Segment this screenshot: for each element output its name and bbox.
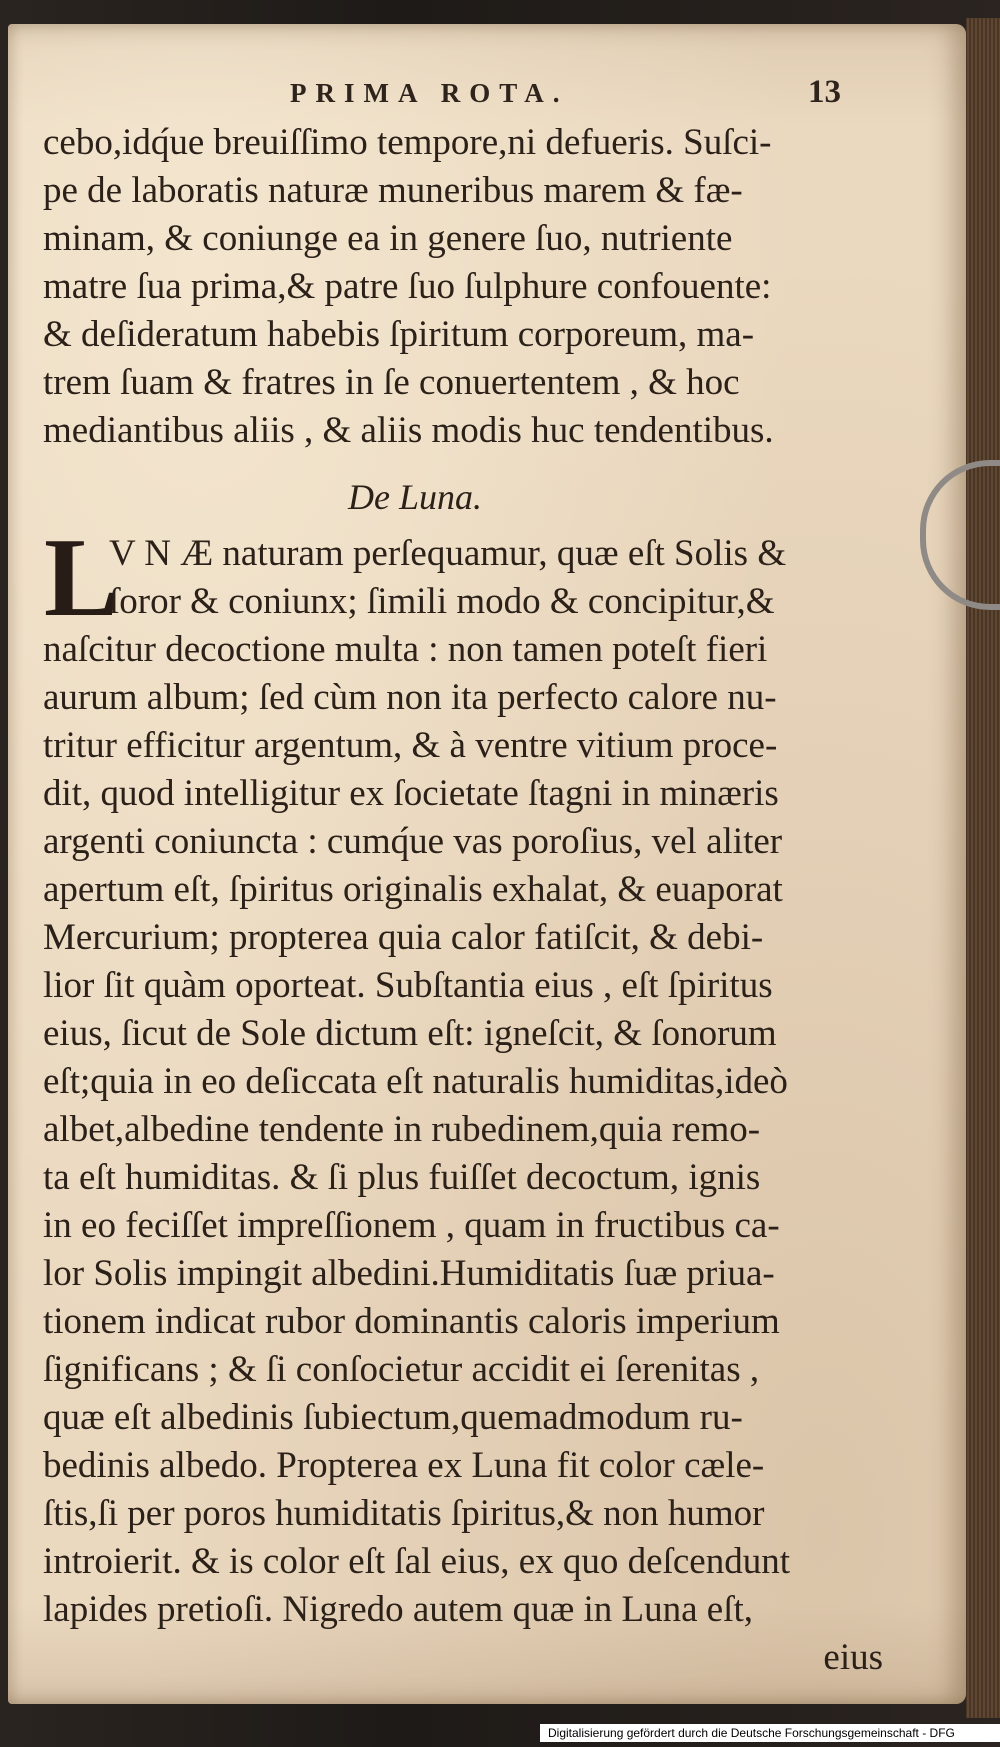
page-header: [8, 74, 966, 118]
text-line: argenti coniuncta : cumq́ue vas poroſius, vel aliter: [43, 821, 783, 862]
text-line: ta eſt humiditas. & ſi plus fuiſſet decoctum, ignis: [43, 1157, 761, 1198]
page-number: 13: [808, 74, 841, 110]
text-line: minam, & coniunge ea in genere ſuo, nutriente: [43, 218, 733, 259]
text-line: lor Solis impingit albedini.Humiditatis ſuæ priua-: [43, 1253, 775, 1294]
text-line: V N Æ naturam perſequamur, quæ eſt Solis &: [109, 533, 787, 574]
drop-cap-initial: L: [44, 516, 119, 640]
text-line: apertum eſt, ſpiritus originalis exhalat, & euaporat: [43, 869, 783, 910]
text-line: bedinis albedo. Propterea ex Luna fit color cæle-: [43, 1445, 765, 1486]
text-line: cebo,idq́ue breuiſſimo tempore,ni defueris. Suſci-: [43, 122, 772, 163]
text-line: Mercurium; propterea quia calor fatiſcit, & debi-: [43, 917, 764, 958]
paragraph-de-luna: [43, 516, 883, 1682]
text-line: trem ſuam & fratres in ſe conuertentem , & hoc: [43, 362, 740, 403]
paragraph-continuation: [43, 119, 883, 455]
text-line: ſignificans ; & ſi conſocietur accidit ei ſerenitas ,: [43, 1349, 760, 1390]
text-line: eſt;quia in eo deſiccata eſt naturalis humiditas,ideò: [43, 1061, 788, 1102]
text-line: tritur efficitur argentum, & à ventre vitium proce-: [43, 725, 778, 766]
text-line: matre ſua prima,& patre ſuo ſulphure confouente:: [43, 266, 772, 307]
text-line: albet,albedine tendente in rubedinem,quia remo-: [43, 1109, 761, 1150]
text-line: dit, quod intelligitur ex ſocietate ſtagni in minæris: [43, 773, 779, 814]
text-line: tionem indicat rubor dominantis caloris imperium: [43, 1301, 780, 1342]
text-line: mediantibus aliis , & aliis modis huc tendentibus.: [43, 410, 774, 451]
text-line: ſtis,ſi per poros humiditatis ſpiritus,& non humor: [43, 1493, 765, 1534]
text-line: eius, ſicut de Sole dictum eſt: igneſcit, & ſonorum: [43, 1013, 777, 1054]
text-line: & deſideratum habebis ſpiritum corporeum, ma-: [43, 314, 755, 355]
text-line: in eo feciſſet impreſſionem , quam in fructibus ca-: [43, 1205, 780, 1246]
book-page-edges: [966, 18, 1000, 1718]
digitization-credit: Digitalisierung gefördert durch die Deutsche Forschungsgemeinschaft - DFG: [540, 1724, 1000, 1742]
text-line: lior ſit quàm oporteat. Subſtantia eius , eſt ſpiritus: [43, 965, 773, 1006]
text-line: quæ eſt albedinis ſubiectum,quemadmodum ru-: [43, 1397, 743, 1438]
text-line: aurum album; ſed cùm non ita perfecto calore nu-: [43, 677, 777, 718]
text-line: ſoror & coniunx; ſimili modo & concipitur,&: [109, 581, 775, 622]
text-line: introierit. & is color eſt ſal eius, ex quo deſcendunt: [43, 1541, 791, 1582]
book-page: [8, 24, 966, 1704]
section-heading: De Luna.: [348, 477, 482, 517]
catchword: eius: [823, 1637, 883, 1678]
text-line: naſcitur decoctione multa : non tamen poteſt fieri: [43, 629, 768, 670]
text-line: pe de laboratis naturæ muneribus marem & fæ-: [43, 170, 743, 211]
text-line: lapides pretioſi. Nigredo autem quæ in Luna eſt,: [43, 1589, 754, 1630]
running-head: PRIMA ROTA.: [290, 78, 569, 108]
